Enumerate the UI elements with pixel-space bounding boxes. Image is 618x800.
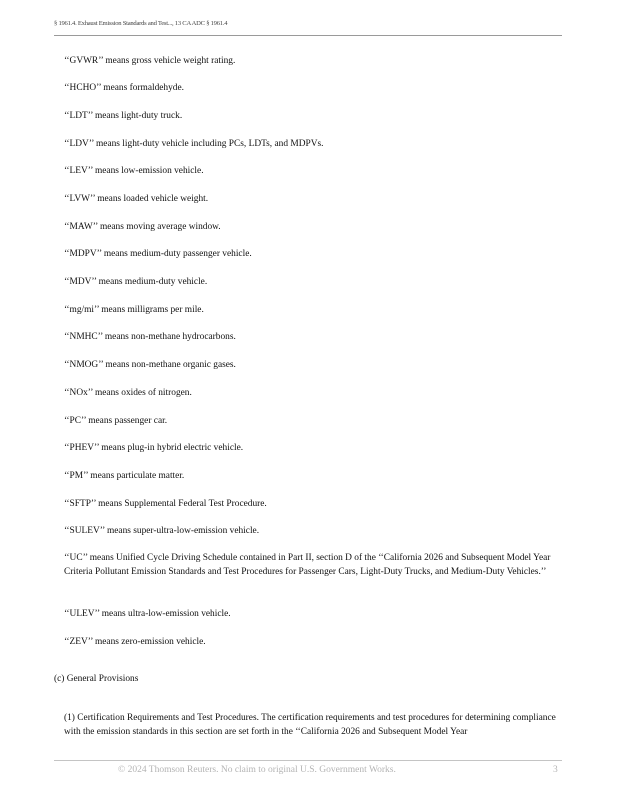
definition-nox: ‘‘NOx’’ means oxides of nitrogen. [64, 388, 192, 398]
definition-ulev: ‘‘ULEV’’ means ultra-low-emission vehicle. [64, 609, 231, 619]
definition-pm: ‘‘PM’’ means particulate matter. [64, 471, 185, 481]
definition-mg-mi: ‘‘mg/mi’’ means milligrams per mile. [64, 305, 204, 315]
page-number: 3 [553, 765, 558, 775]
footer-divider [54, 760, 562, 761]
subsection-certification-requirements: (1) Certification Requirements and Test Procedures. The certification requirements and test procedures for determining compliance with the emission standards in this section are set forth in the ‘‘California 2026 and Subsequent Model Year [64, 713, 556, 737]
definition-gvwr: ‘‘GVWR’’ means gross vehicle weight rating. [64, 56, 236, 66]
definition-mdpv: ‘‘MDPV’’ means medium-duty passenger vehicle. [64, 249, 252, 259]
definition-nmog: ‘‘NMOG’’ means non-methane organic gases. [64, 360, 236, 370]
definition-lvw: ‘‘LVW’’ means loaded vehicle weight. [64, 194, 209, 204]
running-header: § 1961.4. Exhaust Emission Standards and Test..., 13 CA ADC § 1961.4 [54, 20, 228, 27]
section-heading-general-provisions: (c) General Provisions [54, 674, 139, 684]
footer-copyright: © 2024 Thomson Reuters. No claim to original U.S. Government Works. [118, 765, 396, 775]
header-divider [54, 35, 562, 36]
definition-uc: ‘‘UC’’ means Unified Cycle Driving Schedule contained in Part II, section D of the ‘‘California 2026 and Subsequent Model Year Criteria Pollutant Emission Standards and Test Procedures for Passenger Cars, Light-Duty Trucks, and Medium-Duty Vehicles.’’ [64, 553, 551, 577]
definition-pc: ‘‘PC’’ means passenger car. [64, 416, 168, 426]
definition-maw: ‘‘MAW’’ means moving average window. [64, 222, 221, 232]
definition-sulev: ‘‘SULEV’’ means super-ultra-low-emission vehicle. [64, 526, 260, 536]
definition-phev: ‘‘PHEV’’ means plug-in hybrid electric vehicle. [64, 443, 244, 453]
definition-zev: ‘‘ZEV’’ means zero-emission vehicle. [64, 637, 206, 647]
definition-lev: ‘‘LEV’’ means low-emission vehicle. [64, 166, 204, 176]
definition-sftp: ‘‘SFTP’’ means Supplemental Federal Test Procedure. [64, 499, 267, 509]
definition-ldt: ‘‘LDT’’ means light-duty truck. [64, 111, 183, 121]
definition-ldv: ‘‘LDV’’ means light-duty vehicle including PCs, LDTs, and MDPVs. [64, 139, 324, 149]
definition-nmhc: ‘‘NMHC’’ means non-methane hydrocarbons. [64, 332, 236, 342]
definition-hcho: ‘‘HCHO’’ means formaldehyde. [64, 83, 185, 93]
definition-mdv: ‘‘MDV’’ means medium-duty vehicle. [64, 277, 208, 287]
